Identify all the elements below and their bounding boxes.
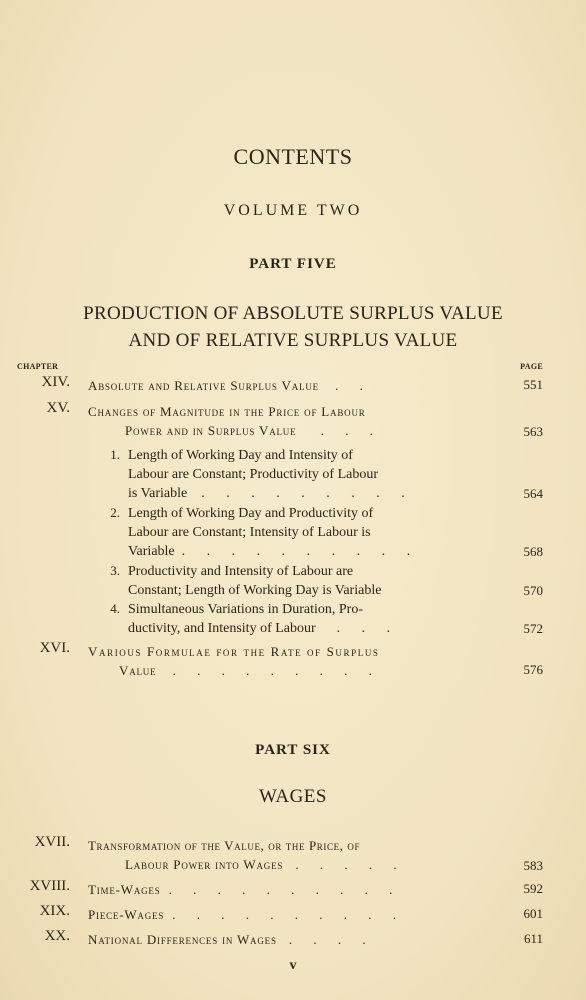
chapter-title: Absolute and Relative Surplus Value . . — [88, 378, 372, 393]
page-number: 551 — [523, 377, 543, 392]
subsection-title-line1: Length of Working Day and Intensity of — [128, 448, 353, 463]
chapter-title-line1: Various Formulae for the Rate of Surplus — [88, 644, 380, 659]
part-six-title: PART SIX — [255, 742, 331, 758]
section-title-line2: AND OF RELATIVE SURPLUS VALUE — [128, 330, 458, 351]
page-number: 564 — [523, 486, 543, 501]
volume-title: VOLUME TWO — [223, 202, 363, 219]
chapter-title-line1: Transformation of the Value, or the Price, of — [88, 838, 361, 853]
subsection-number: 2. — [110, 505, 120, 520]
subsection-number: 1. — [110, 447, 120, 462]
subsection-title-line2: Labour are Constant; Productivity of Labour — [128, 467, 378, 482]
subsection-title-line2: ductivity, and Intensity of Labour . . . — [128, 621, 400, 636]
chapter-number: XV. — [46, 400, 70, 416]
page-number: 572 — [523, 621, 543, 636]
page-number: 568 — [523, 544, 543, 559]
chapter-number: XVIII. — [29, 878, 70, 894]
part-six-section-title: WAGES — [259, 786, 327, 807]
section-title-line1: PRODUCTION OF ABSOLUTE SURPLUS VALUE — [83, 303, 503, 324]
subsection-number: 3. — [110, 563, 120, 578]
folio-page-number: v — [289, 958, 297, 973]
chapter-title: Piece-Wages . . . . . . . . . . — [88, 907, 405, 922]
contents-title: CONTENTS — [233, 144, 353, 169]
subsection-title-line3: is Variable . . . . . . . . . — [128, 486, 414, 501]
chapter-number: XIX. — [39, 903, 70, 919]
chapter-number: XVI. — [39, 640, 70, 656]
page-column-header: PAGE — [520, 362, 543, 371]
chapter-number: XVII. — [34, 834, 70, 850]
subsection-title-line2: Constant; Length of Working Day is Variable — [128, 583, 382, 598]
page-number: 601 — [523, 906, 543, 921]
part-five-section-title — [0, 300, 586, 354]
page-number: 583 — [523, 858, 543, 873]
chapter-title-line2: Labour Power into Wages . . . . . — [125, 857, 406, 872]
subsection-title-line3: Variable . . . . . . . . . . — [128, 544, 420, 559]
page-number: 592 — [523, 881, 543, 896]
chapter-title: Time-Wages . . . . . . . . . . — [88, 882, 402, 897]
chapter-column-header: CHAPTER — [17, 362, 59, 371]
chapter-number: XIV. — [41, 374, 70, 390]
subsection-title-line1: Length of Working Day and Productivity of — [128, 506, 374, 521]
subsection-number: 4. — [110, 601, 120, 616]
chapter-number: XX. — [44, 928, 70, 944]
page-number: 576 — [523, 662, 543, 677]
page-number: 611 — [523, 931, 543, 946]
part-five-title: PART FIVE — [249, 256, 337, 272]
subsection-title-line1: Productivity and Intensity of Labour are — [128, 564, 354, 579]
subsection-title-line2: Labour are Constant; Intensity of Labour is — [128, 525, 371, 540]
page-number: 570 — [523, 583, 543, 598]
subsection-title-line1: Simultaneous Variations in Duration, Pro- — [128, 602, 363, 617]
chapter-title-line2: Power and in Surplus Value . . . — [125, 423, 382, 438]
chapter-title: National Differences in Wages . . . . — [88, 932, 375, 947]
chapter-title-line2: Value . . . . . . . . . — [119, 663, 381, 678]
page-number: 563 — [523, 424, 543, 439]
chapter-title-line1: Changes of Magnitude in the Price of Labour — [88, 404, 366, 419]
